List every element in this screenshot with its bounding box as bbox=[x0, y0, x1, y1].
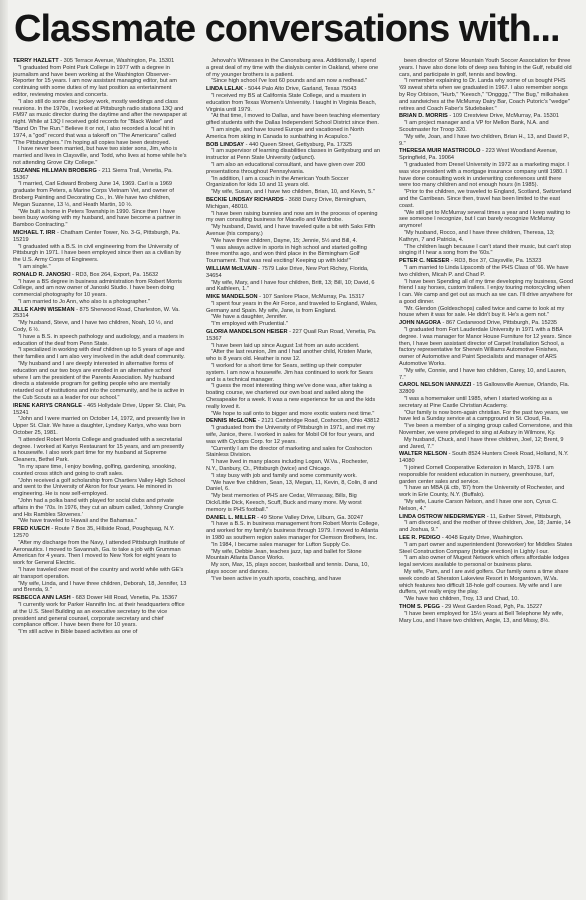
article-body bbox=[13, 58, 578, 896]
entry-paragraph: "My wife, Linda, and I have three children, Deborah, 18, Jennifer, 13 and Brenda, 9." bbox=[13, 580, 187, 594]
classmate-entry bbox=[399, 320, 573, 381]
entry-paragraph: "We have traveled to Hawaii and the Bahamas." bbox=[18, 518, 137, 525]
classmate-address: - Chatham Center Tower, No. 3-G, Pittsburgh, Pa. 15219 bbox=[13, 229, 181, 243]
entry-paragraph: "John had a polka band with played for social clubs and private affairs in the '70s. In 1976, they cut an album called, 'Johnny Crangle and His Rambles Slovenes.' bbox=[13, 498, 184, 518]
classmate-address: - 211 Sierra Trail, Venetia, Pa. 15367 bbox=[13, 167, 173, 181]
entry-paragraph: "My husband and I are deeply interested in alternative forms of education and our two boys are enrolled in an alternative school where I am the president of the Parents Association. My husband directs a statewide program for getting people who are mentally retarded out of institutions and into the community, and he is active in the Cub Scouts as a leader for our school." bbox=[13, 361, 185, 402]
classmate-entry bbox=[13, 168, 187, 229]
entry-paragraph: "We hope to sail onto to bigger and more exotic waters next time." bbox=[211, 410, 375, 417]
entry-paragraph: "My best memories of PHS are Cedar, Wrrrassay, Bills, Big Dick/Little Dick, Keesch, Scuff, Buck and many more. My worst memory is PHS football." bbox=[206, 493, 362, 513]
classmate-entry bbox=[399, 604, 573, 624]
entry-paragraph: "I was a homemaker until 1985, when I started working as a secretary at Pine Castle Christian Academy. bbox=[399, 396, 552, 409]
entry-paragraph: "John and I were married on October 14, 1972, and presently live in Upper St. Clair. We have a daughter, Lyndsey Kariys, who was born October 25, 1981. bbox=[13, 416, 186, 437]
entry-paragraph: "I graduated with a B.S. in civil engineering from the University of Pittsburgh in 1971. I have been employed since then as a civilian by the U.S. Army Corps of Engineers. bbox=[13, 243, 182, 264]
entry-paragraph: "I am supervisor of learning disabilities classes in Gettysburg and an instructor at Penn State University (adjunct). bbox=[206, 148, 380, 162]
entry-paragraph: "My husband, Rocco, and I have three children, Theresa, 13; Kathryn, 7 and Patricia, 4. bbox=[399, 229, 555, 243]
classmate-entry bbox=[13, 403, 187, 525]
entry-heading bbox=[13, 272, 187, 279]
classmate-name: WILLIAM McILVAIN bbox=[206, 265, 257, 272]
classmate-address: - 305 Terrace Avenue, Washington, Pa. 15301 bbox=[58, 58, 175, 64]
classmate-name: TERRY HAZLETT bbox=[13, 58, 59, 64]
classmate-address: - 11, Esther Street, Pittsburgh, bbox=[485, 513, 562, 520]
classmate-name: REBECCA ANN LASH bbox=[13, 595, 71, 602]
classmate-entry bbox=[13, 595, 187, 636]
entry-paragraph: "I am part owner and superintendent (foreworker) for Middles States Steel Construction Company (bridge erection) in Lighty I our. bbox=[399, 541, 573, 555]
entry-paragraph: "I have been laid up since August 1st from an auto accident. bbox=[211, 342, 360, 349]
classmate-name: GLORIA MANDELSON HEISER bbox=[206, 329, 288, 336]
entry-paragraph: "My husband, Steve, and I have two children, Noah, 10 ½, and Cody, 6 ½. bbox=[13, 320, 173, 334]
classmate-entry bbox=[206, 58, 380, 85]
classmate-name: LEE R. PEDIGO bbox=[399, 534, 441, 541]
entry-paragraph: "I was always active in sports in high school and started golfing three months ago, and won third place in the Birmingham Golf Tournament. That was real exciting! Keeping up with kids!" bbox=[206, 244, 367, 265]
entry-paragraph: "My wife, Debbie Jean, teaches jazz, tap and ballet for Stone Mountain Atlanta Dance Works. bbox=[206, 548, 362, 562]
entry-paragraph: "We built a home in Peters Township in 1990. Since then I have been busy working with my husband, and have become a partner in Bamboo Contracting." bbox=[13, 208, 181, 229]
entry-paragraph: "I graduated from Fort Lauderdale University in 1971 with a BBA degree. I was manager for Manor House Furniture for 12 years. Since then, I have been assistant director of Carpet Installation School, a factory representative for Sherwin Williams Automotive Finishes, owner of Automotive and Paint Specialists and manager of ARS Automotive Works. bbox=[399, 327, 572, 368]
classmate-address: - South 8524 Hunters Creek Road, Holland, N.Y. 14080 bbox=[399, 451, 569, 465]
entry-heading bbox=[206, 329, 380, 343]
classmate-entry bbox=[399, 148, 573, 257]
classmate-entry bbox=[13, 526, 187, 594]
column-1 bbox=[13, 58, 187, 896]
page-title: Classmate conversations with... bbox=[14, 8, 560, 50]
entry-paragraph: "I have a B.S. in business management from Robert Morris College, and worked for my family's business through 1979. I moved to Atlanta in 1980 as southern region sales manager for Clemson Brothers, Inc. bbox=[206, 521, 380, 541]
entry-paragraph: "Since high school I've lost 60 pounds and am now a redhead." bbox=[211, 78, 368, 85]
classmate-address: - RD3, Box 37, Claysville, Pa. 15323 bbox=[449, 258, 542, 265]
classmate-name: WALTER NELSON bbox=[399, 451, 448, 458]
classmate-address: - 683 Dower Hill Road, Venetia, Pa. 15367 bbox=[70, 595, 178, 602]
classmate-name: DENNIS McGLONE bbox=[206, 418, 257, 425]
entry-heading bbox=[206, 86, 380, 93]
classmate-address: - 875 Sherwood Road, Charleston, W. Va. 25314 bbox=[13, 306, 180, 320]
entry-paragraph: "At that time, I moved to Dallas, and have been teaching elementary gifted students with the Dallas Independent School District since then. bbox=[206, 113, 380, 127]
classmate-address: - 2121 Cambridge Road, Coshocton, Ohio 43812 bbox=[256, 418, 380, 425]
entry-paragraph: "I attended Robert Morris College and graduated with a secretarial degree. I worked at Kariys Restaurant for 15 years, and am presently a housewife. I also work part time for my husband at Supreme Cleaners, Bethel Park. bbox=[13, 436, 185, 464]
entry-paragraph: "I guess the most interesting thing we've done was, after taking a boating course, we chartered our own boat and sailed along the Chesapeake for a week. It was a new experience for us and the kids really loved it. bbox=[206, 383, 376, 410]
entry-paragraph: "I am project manager and a VP for Mellon Bank, N.A. and Scoutmaster for Troop 320. bbox=[399, 120, 549, 133]
classmate-entry bbox=[13, 58, 187, 167]
entry-paragraph: "My wife, Connie, and I have two children, Carey, 10, and Lauren, 7." bbox=[399, 367, 567, 381]
classmate-entry bbox=[206, 418, 380, 513]
classmate-address: - Route 7 Box 35, Hillside Road, Poughquag, N.Y. 12570 bbox=[13, 526, 175, 539]
entry-heading bbox=[206, 142, 380, 149]
entry-paragraph: "Our family is now born-again christian. For the past two years, we have led a Sunday service at a campground in St. Cloud, Fla. bbox=[399, 409, 569, 423]
classmate-name: IRENE KARIYS CRANGLE bbox=[13, 402, 82, 409]
entry-paragraph: "We still get to McMurray several times a year and I keep waiting to see someone I recognize, but I can barely recognize McMurray anymore! bbox=[399, 209, 571, 230]
classmate-address: - 3688 Darcy Drive, Birmingham, Michigan, 48010. bbox=[206, 196, 367, 210]
entry-heading bbox=[399, 113, 573, 120]
entry-paragraph: "In addition, I am a coach in the American Youth Soccer Organization for kids 10 and 11 years old. bbox=[206, 175, 349, 189]
entry-paragraph: "I'm employed with Prudential." bbox=[211, 321, 288, 328]
classmate-address: - 440 Queen Street, Gettysburg, Pa. 17325 bbox=[244, 141, 353, 148]
entry-paragraph: "I have an MBA (& ctb, '87) from the University of Rochester, and work in Erie County, N.Y. (Buffalo). bbox=[399, 485, 565, 499]
entry-paragraph: been director of Stone Mountain Youth Soccer Association for three years. I have also done lots of deep sea fishing in the Gulf, rebuild old cars, and participate in golf, tennis and bowling. bbox=[399, 58, 572, 78]
classmate-entry bbox=[206, 86, 380, 140]
entry-paragraph: "I also still do some disc jockey work, mostly weddings and class reunions. In the 1970s, I worked at Pittsburgh radio stations 13Q and FM97 as music director during the daytime and after the newspaper at night. While at 13Q I received gold records for "Black Water" and "Band On The Run." Believe it or not, I also recorded a local hit in 1974, a "god" record that was a takeoff on "The Americans" called "The Pittsburghers." I'm hoping all copies have been destroyed. bbox=[13, 98, 187, 146]
entry-heading bbox=[206, 266, 380, 280]
entry-heading bbox=[13, 58, 187, 65]
column-3 bbox=[399, 58, 573, 896]
entry-heading bbox=[13, 526, 187, 540]
classmate-name: DANIEL L. MILLER bbox=[206, 514, 256, 521]
classmate-name: BOB LINDSAY bbox=[206, 141, 245, 148]
entry-paragraph: "We have a daughter, Jennifer. bbox=[211, 314, 288, 321]
entry-heading bbox=[206, 515, 380, 522]
entry-paragraph: "I married, Carl Edward Broberg June 14, 1969. Carl is a 1969 graduate from Peters, a Marine Corps Vietnam Vet, and owner of Broberg Painting and Decorating Co., In. We have two children, Megan Suzanne, 13 ½, and Heath Martin, 10 ½. bbox=[13, 181, 174, 208]
entry-paragraph: "We have three children, Dayne, 15; Jennie, 5½ and Bill, 4. bbox=[211, 237, 358, 244]
classmate-name: LINDA LELAK bbox=[206, 86, 244, 93]
entry-paragraph: "I have been Spending all of my time developing my business, Good friend I say horses, custom trailers. I enjoy touring motorcycling when I can. We camp and get out as much as we can. I'll drive anywhere for a good dinner. bbox=[399, 278, 573, 305]
classmate-name: MICHAEL T. IRR bbox=[13, 229, 56, 236]
classmate-address: - 465 Hollydale Drive, Upper St. Clair, Pa. 15241 bbox=[13, 402, 187, 416]
classmate-address: - 109 Crestview Drive, McMurray, Pa. 15301 bbox=[447, 113, 559, 120]
entry-paragraph: "In my spare time, I enjoy bowling, golfing, gardening, snooking, counted cross stitch and going to craft sales. bbox=[13, 464, 177, 477]
classmate-entry bbox=[206, 294, 380, 328]
entry-paragraph: "I have been raising bunnies and now am in the process of opening my own consulting business for Macello and Wardrobe. bbox=[206, 210, 378, 224]
entry-paragraph: "I received my BS at California State College, and a masters in education from Texas Women's University. I taught in Virginia Beach, Virginia until 1979. bbox=[206, 92, 377, 113]
entry-paragraph: "I have a BS degree in business administration from Robert Morris College, and am now owner of Janoski Studio. I have been doing commercial photography for 10 years. bbox=[13, 278, 182, 299]
classmate-name: THOM S. PEGG bbox=[399, 603, 441, 610]
entry-paragraph: "I currently work for Parker Hannifin Inc. at their headquarters office at the U.S. Steel Building as an executive secretary to the vice president and general counsel, corporate secretary and chief compliance officer. I have been there for 10 years. bbox=[13, 601, 185, 629]
classmate-entry bbox=[206, 329, 380, 417]
entry-paragraph: "After the last reunion, Jim and I had another child, Kristen Marie, who is 8 years old. Heather is now 12. bbox=[206, 349, 373, 363]
classmate-name: FRED KUECH bbox=[13, 526, 50, 533]
classmate-name: BECKIE LINDSAY RICHARDS bbox=[206, 196, 284, 203]
entry-paragraph: I have never been married, but have two sister sons, Jim, who is married and lives in Claysville, and Todd, who lives at home while he's not attending Grove City College." bbox=[13, 146, 187, 166]
entry-paragraph: "I have lived in many places including Logan, W.Va., Rochester, N.Y., Danbury, Ct., Pittsburgh (twice) and Chicago. bbox=[206, 459, 369, 473]
entry-paragraph: "I am single." bbox=[18, 263, 51, 270]
entry-heading bbox=[206, 197, 380, 211]
entry-paragraph: "I graduated from the University of Pittsburgh in 1971, and met my wife, Janice, there. I worked in sales for Mobil Oil for four years, and was with Cyclops Corp. for 12 years. bbox=[206, 425, 375, 445]
entry-heading bbox=[206, 418, 380, 425]
classmate-name: SUZANNE HILLMAN BROBERG bbox=[13, 167, 97, 174]
entry-paragraph: "I am married to Jo Ann, who also is a photographer." bbox=[18, 298, 150, 305]
classmate-address: - 49 Stone Valley Drive, Lilburn, Ga. 30247 bbox=[255, 514, 364, 521]
entry-paragraph: "My husband, David, and I have traveled quite a bit with Saks Fifth Avenue (his company.) bbox=[206, 224, 376, 237]
classmate-address: - 7579 Lake Drive, New Port Richey, Florida, 34654 bbox=[206, 265, 369, 279]
classmate-name: BRIAN D. MORRIS bbox=[399, 113, 448, 120]
classmate-name: RONALD R. JANOSKI bbox=[13, 271, 71, 278]
classmate-entry bbox=[13, 307, 187, 402]
entry-heading bbox=[13, 168, 187, 182]
entry-paragraph: "John received a golf scholarship from Chartiers Valley High School and went to the University of Akron for four years. He minored in engineering. He is now self-employed. bbox=[13, 477, 185, 498]
entry-paragraph: "I am also an educational consultant, and have given over 200 presentations throughout Pennsylvania. bbox=[206, 161, 366, 175]
entry-paragraph: "I joined Cornell Cooperative Extension in March, 1978. I am responsible for resident education in nursery, greenhouse, turf, garden center sales and service. bbox=[399, 465, 555, 485]
classmate-entry bbox=[13, 272, 187, 306]
entry-heading bbox=[206, 294, 380, 301]
classmate-entry bbox=[206, 142, 380, 196]
classmate-entry bbox=[399, 113, 573, 147]
column-2 bbox=[206, 58, 380, 896]
entry-paragraph: "After my discharge from the Navy, I attended Pittsburgh Institute of Aeronautics. I moved to Savannah, Ga. to take a job with Grumman American for 4 years. Then I moved to New York for eight years to work for General Electric. bbox=[13, 539, 185, 567]
classmate-entry bbox=[399, 514, 573, 534]
classmate-address: - 107 Sanlore Place, McMurray, Pa. 15317 bbox=[257, 294, 365, 301]
entry-paragraph: "My wife, Mary, and I have four children, Britt, 13; Bill, 10; David, 6 and Kathleen, 1." bbox=[206, 279, 375, 293]
entry-paragraph: "I've been a member of a singing group called Cornerstone, and this November, we were privileged to sing at Asbury in Wilmore, Ky. bbox=[399, 423, 573, 437]
entry-paragraph: "I am single, and have toured Europe and vacationed in North America from skiing in Canada to sunbathing in Acapulco." bbox=[206, 126, 364, 140]
entry-paragraph: "My wife, Laurie Carson Nelson, and I have one son, Cyrus C. Nelson, 4." bbox=[399, 499, 558, 512]
entry-heading bbox=[13, 403, 187, 417]
entry-paragraph: "I've been active in youth sports, coaching, and have bbox=[211, 575, 342, 582]
entry-paragraph: "I stay busy with job and family and some community work. bbox=[211, 472, 357, 479]
classmate-entry bbox=[399, 451, 573, 512]
entry-heading bbox=[399, 148, 573, 162]
entry-heading bbox=[13, 307, 187, 321]
classmate-address: - RD3, Box 264, Export, Pa. 15632 bbox=[70, 271, 159, 278]
entry-heading bbox=[399, 535, 573, 542]
entry-paragraph: "I'm still active in Bible based activities as one of bbox=[18, 629, 138, 636]
entry-heading bbox=[13, 230, 187, 244]
entry-paragraph: "I remember explaining to Dr. Landa why some of us bought PHS '69 sweat shirts when we graduated in 1967. I also remember songs by Roy Orbison, "Hurb," "Keesch," "Ongggg," "The Bug," milkshakes and sandwiches at the McMurray Dairy Bar, Coach Putoric's "wedge" retires and Coach Faber's Studebaker." bbox=[399, 78, 570, 112]
entry-paragraph: "I worked for a short time for Sears, setting up their computer system. I am now a housewife. Jim has continued to work for Sears and is a technical manager. bbox=[206, 363, 373, 383]
entry-paragraph: "We have two children, Troy, 13 and Chad, 10. bbox=[404, 596, 519, 603]
classmate-address: - 15 Gallowsville Avenue, Orlando, Fla. 32809 bbox=[399, 382, 570, 396]
classmate-name: JILLE KAHN WISEMAN bbox=[13, 306, 75, 313]
entry-paragraph: "In 1984, I became sales manager for Lufton Supply Co. bbox=[211, 541, 351, 548]
entry-heading bbox=[399, 604, 573, 611]
entry-paragraph: "I graduated from Drexel University in 1972 as a marketing major. I was vice president with a mortgage insurance company until 1980. I have done consulting work in underwriting conferences until there were too many children and not enough hours (in 1985). bbox=[399, 161, 569, 189]
classmate-name: LINDA OSTROW NIEDERMEYER bbox=[399, 513, 486, 520]
entry-paragraph: "I graduated from Point Park College in 1977 with a degree in journalism and have been working at the Washington Observer-Reporter for 15 years. I am now assistant managing editor, but am continuing with some duties of my last position as entertainment editor, reviewing movies and concerts. bbox=[13, 64, 177, 98]
entry-paragraph: "We have five children, Sean, 13, Megan, 11, Kevin, 8, Colin, 8 and Daniel, 6. bbox=[206, 479, 378, 493]
entry-paragraph: "I am married to Linda Lipscomb of the PHS Class of '66. We have two children, Micah P. and Chad P. bbox=[399, 264, 569, 278]
classmate-entry bbox=[399, 258, 573, 319]
classmate-name: JOHN NAGORA bbox=[399, 320, 441, 327]
entry-paragraph: My son, Max, 15, plays soccer, basketball and tennis. Dana, 10, plays soccer and dances. bbox=[206, 562, 369, 575]
classmate-address: - 29 West Garden Road, Pgh, Pa. 15227 bbox=[440, 603, 543, 610]
entry-paragraph: "The children laugh because I can't stand their music, but can't stop singing if I hear a song from the '60s." bbox=[399, 243, 572, 257]
entry-heading bbox=[399, 451, 573, 465]
classmate-entry bbox=[13, 230, 187, 271]
classmate-entry bbox=[399, 382, 573, 450]
entry-paragraph: "I have a B.S. in speech pathology and audiology, and a masters in education of the deaf from Penn State. bbox=[13, 333, 184, 347]
classmate-address: - 5044 Palo Alto Drive, Garland, Texas 75043 bbox=[243, 86, 357, 93]
entry-heading bbox=[13, 595, 187, 602]
classmate-address: - 867 Cedarwood Drive, Pittsburgh, Pa. 15235 bbox=[440, 320, 557, 327]
entry-paragraph: "I am divorced, and the mother of three children, Joe, 18; Jamie, 14 and Joshua, 9." bbox=[399, 520, 571, 534]
classmate-address: - 4048 Equity Drive, Washington. bbox=[440, 534, 524, 541]
entry-heading bbox=[399, 382, 573, 396]
entry-heading bbox=[399, 258, 573, 265]
page-binding-edge bbox=[0, 0, 8, 900]
entry-paragraph: My husband, Chuck, and I have three children, Joel, 12; Brent, 9 and Jared, 7." bbox=[399, 436, 564, 450]
entry-paragraph: "My wife, Susan, and I have two children, Brian, 10, and Kevin, 5." bbox=[211, 189, 375, 196]
classmate-address: - 223 West Woodland Avenue, Springfield, Pa. 19064 bbox=[399, 148, 558, 162]
entry-paragraph: "Mr. Glendon (Goldeschops) called twice and came to look at my house when it was for sale. He didn't buy it. He's a gem not." bbox=[399, 305, 565, 319]
entry-paragraph: Jehovah's Witnesses in the Canonsburg area. Additionally, I spend a great deal of my time with the dialysis center in Oakland, where one of my younger brothers is a patient. bbox=[206, 58, 379, 78]
entry-paragraph: "I have traveled over most of the country and world while with GE's air transport operation. bbox=[13, 566, 184, 580]
classmate-entry bbox=[399, 58, 573, 112]
entry-heading bbox=[399, 320, 573, 327]
classmate-entry bbox=[206, 197, 380, 265]
classmate-entry bbox=[399, 535, 573, 603]
classmate-name: PETER C. NEESER bbox=[399, 258, 450, 265]
entry-paragraph: "I specialized in working with deaf children up to 5 years of age and their families and I am also very involved in the adult deaf community. bbox=[13, 347, 185, 361]
entry-paragraph: "Currently I am the director of marketing and sales for Coshocton Stainless Division. bbox=[206, 445, 372, 459]
classmate-name: MIKE MANDELSON bbox=[206, 294, 258, 301]
classmate-name: THERESA MUIR MASTRICOLO bbox=[399, 148, 481, 155]
entry-paragraph: "I have been employed for 15½ years at Bell Telephone My wife, Mary Lou, and I have two children, Angie, 13, and Missy, 8½. bbox=[399, 610, 564, 624]
entry-paragraph: My wife, Pam, and I are avid golfers. Our family owns a time share week condo at Sheraton Lakeview Resort in Morgantown, W.Va. which features two difficult 18-hole golf courses. My wife and I are duffers, yet really enjoy the play. bbox=[399, 568, 569, 596]
classmate-name: CAROL NELSON IANNUZZI bbox=[399, 382, 472, 389]
entry-paragraph: "I am also owner of Mugest Network which offers affordable lodges legal services available to personal or business plans. bbox=[399, 555, 570, 569]
entry-heading bbox=[399, 514, 573, 521]
classmate-entry bbox=[206, 266, 380, 293]
classmate-entry bbox=[206, 515, 380, 583]
entry-paragraph: "My wife, Joan, and I have two children, Brian H., 13, and David P., 9." bbox=[399, 133, 570, 147]
classmate-address: - 227 Quail Run Road, Venetia, Pa. 15367 bbox=[206, 329, 377, 342]
entry-paragraph: "Prior to the children, we traveled to England, Scotland, Switzerland and the Carribean. Since then, travel has been limited to the east coast. bbox=[399, 189, 572, 209]
entry-paragraph: "I spent four years in the Air Force, and traveled to England, Wales, Germany and Spain. My wife, Jane, is from England. bbox=[206, 300, 378, 314]
